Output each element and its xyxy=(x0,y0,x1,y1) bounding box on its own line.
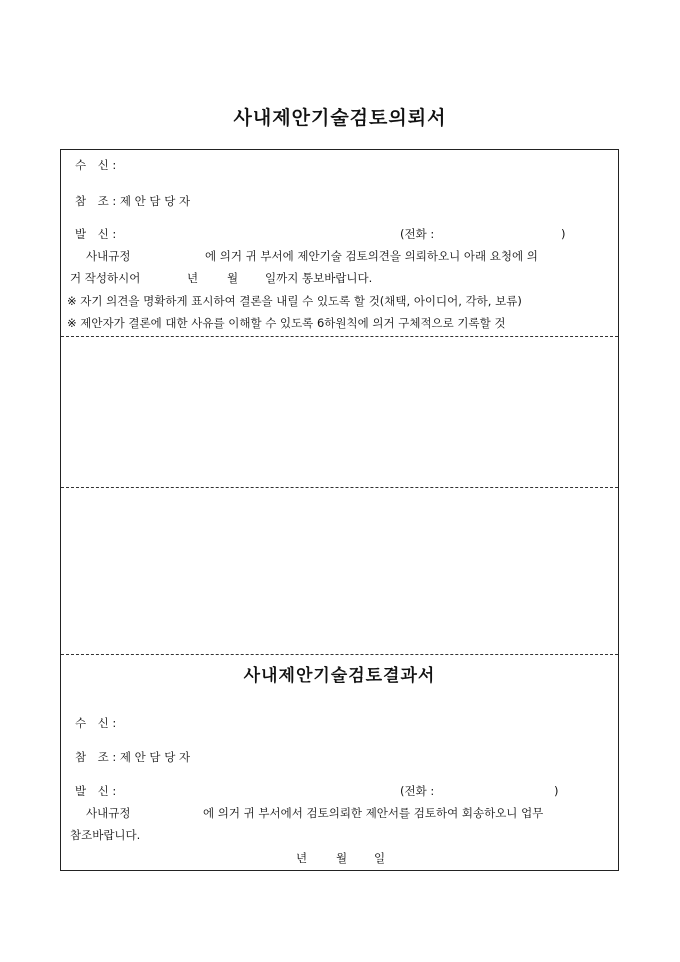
request-title: 사내제안기술검토의뢰서 xyxy=(233,107,447,129)
result-reference-label: 참 조 : xyxy=(75,750,117,764)
result-body-line1-b: 에 의거 귀 부서에서 검토의뢰한 제안서를 검토하여 회송하오니 업무 xyxy=(203,806,544,820)
reference-value: 제 안 담 당 자 xyxy=(119,194,191,208)
request-body-line2-a: 거 작성하시어 xyxy=(70,271,141,285)
result-body-line1-a: 사내규정 xyxy=(86,806,131,820)
result-title: 사내제안기술검토결과서 xyxy=(243,666,436,686)
request-phone-label: (전화 : xyxy=(400,227,435,241)
request-body-line2-b: 일까지 통보바랍니다. xyxy=(265,271,373,285)
result-reference-value: 제 안 담 당 자 xyxy=(119,750,191,764)
request-reference xyxy=(75,194,190,208)
request-body-line1-a: 사내규정 xyxy=(86,249,131,263)
request-note-1: ※ 자기 의견을 명확하게 표시하여 결론을 내릴 수 있도록 할 것(채택, 아이디어, 각하, 보류) xyxy=(67,294,522,308)
request-due-year: 년 xyxy=(187,271,199,285)
reference-label: 참 조 : xyxy=(75,194,117,208)
result-sender: 발 신 : xyxy=(75,784,117,798)
result-recipient: 수 신 : xyxy=(75,716,117,730)
divider-2 xyxy=(61,487,618,488)
result-reference xyxy=(75,750,190,764)
request-body-line1-b: 에 의거 귀 부서에 제안기술 검토의견을 의뢰하오니 아래 요청에 의 xyxy=(205,249,538,263)
divider-1 xyxy=(61,336,618,337)
result-body-line2: 참조바랍니다. xyxy=(70,828,141,842)
request-sender: 발 신 : xyxy=(75,227,117,241)
result-date-year: 년 xyxy=(296,851,308,865)
divider-3 xyxy=(61,654,618,655)
request-due-month: 월 xyxy=(227,271,239,285)
result-date-day: 일 xyxy=(374,851,386,865)
request-recipient: 수 신 : xyxy=(75,158,117,172)
request-phone-close: ) xyxy=(561,227,566,241)
result-phone-close: ) xyxy=(554,784,559,798)
result-phone-label: (전화 : xyxy=(400,784,435,798)
request-note-2: ※ 제안자가 결론에 대한 사유를 이해할 수 있도록 6하원칙에 의거 구체적으로 기록할 것 xyxy=(67,316,506,330)
result-date-month: 월 xyxy=(336,851,348,865)
